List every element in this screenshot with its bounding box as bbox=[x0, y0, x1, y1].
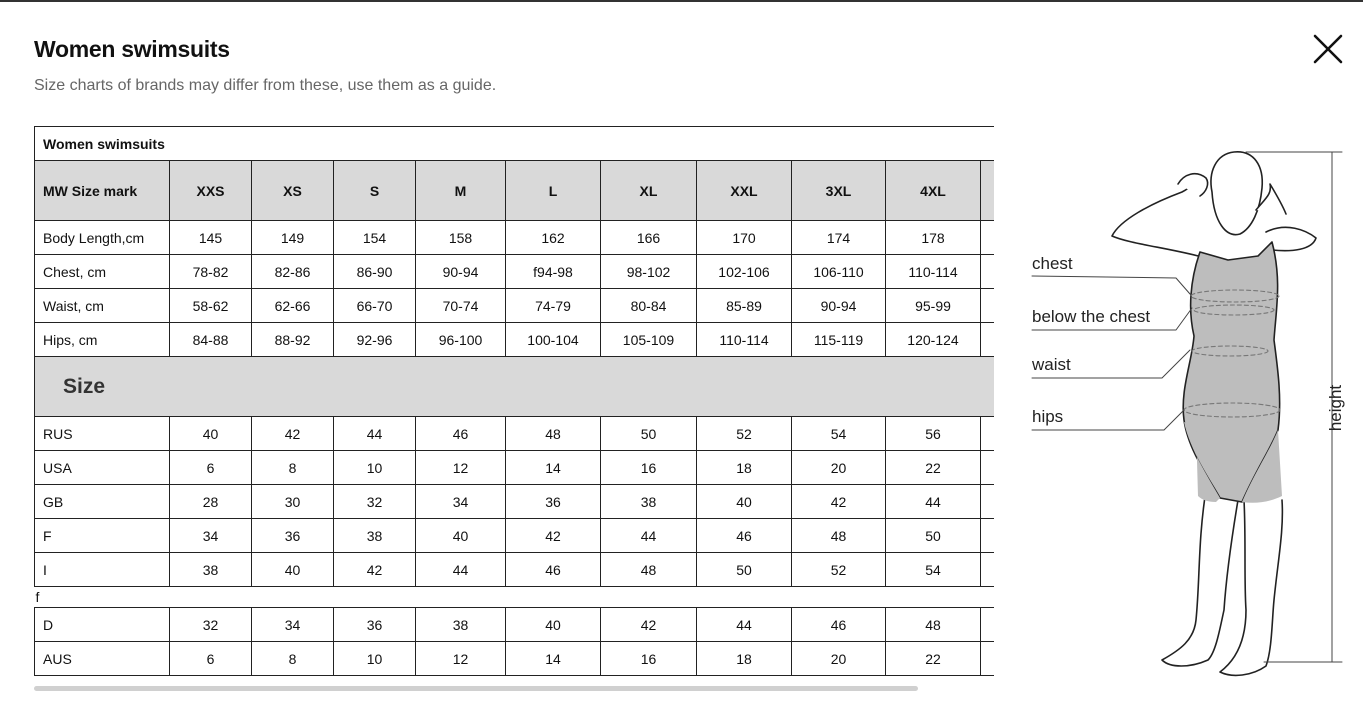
table-cell: 42 bbox=[506, 519, 601, 553]
table-cell bbox=[981, 289, 995, 323]
table-cell: 22 bbox=[886, 451, 981, 485]
chest-label: chest bbox=[1032, 254, 1073, 273]
table-cell: 82-86 bbox=[252, 255, 334, 289]
table-cell bbox=[981, 221, 995, 255]
table-cell: 44 bbox=[334, 417, 416, 451]
table-cell bbox=[981, 642, 995, 676]
table-cell: 42 bbox=[601, 608, 697, 642]
header-cell: M bbox=[416, 161, 506, 221]
table-cell: 20 bbox=[792, 642, 886, 676]
table-cell: 44 bbox=[886, 485, 981, 519]
table-row bbox=[35, 451, 995, 485]
table-cell: 28 bbox=[170, 485, 252, 519]
table-cell: 100-104 bbox=[506, 323, 601, 357]
table-cell: 38 bbox=[601, 485, 697, 519]
row-label: D bbox=[35, 608, 170, 642]
close-icon bbox=[1311, 32, 1345, 66]
table-row bbox=[35, 519, 995, 553]
row-label: AUS bbox=[35, 642, 170, 676]
table-caption-row bbox=[35, 127, 995, 161]
table-cell: 48 bbox=[792, 519, 886, 553]
close-button[interactable] bbox=[1311, 32, 1345, 66]
table-cell: 32 bbox=[334, 485, 416, 519]
table-cell: 38 bbox=[334, 519, 416, 553]
table-cell: 90-94 bbox=[792, 289, 886, 323]
table-cell: 80-84 bbox=[601, 289, 697, 323]
table-cell: 18 bbox=[697, 642, 792, 676]
row-label: Body Length,cm bbox=[35, 221, 170, 255]
table-cell: 70-74 bbox=[416, 289, 506, 323]
table-cell: 42 bbox=[792, 485, 886, 519]
size-section-heading: Size bbox=[35, 357, 995, 417]
row-label: GB bbox=[35, 485, 170, 519]
table-row bbox=[35, 255, 995, 289]
table-cell: 38 bbox=[170, 553, 252, 587]
table-row bbox=[35, 221, 995, 255]
table-cell: 88-92 bbox=[252, 323, 334, 357]
table-cell: 44 bbox=[601, 519, 697, 553]
table-cell: 42 bbox=[252, 417, 334, 451]
table-cell: 86-90 bbox=[334, 255, 416, 289]
table-cell: 40 bbox=[506, 608, 601, 642]
body-figure-illustration bbox=[1020, 140, 1360, 690]
table-cell: 40 bbox=[416, 519, 506, 553]
row-label: Waist, cm bbox=[35, 289, 170, 323]
table-cell: 8 bbox=[252, 642, 334, 676]
table-cell: 34 bbox=[252, 608, 334, 642]
table-cell: 34 bbox=[170, 519, 252, 553]
table-cell: 50 bbox=[697, 553, 792, 587]
table-cell bbox=[981, 485, 995, 519]
table-caption: Women swimsuits bbox=[35, 127, 995, 161]
header-cell: XS bbox=[252, 161, 334, 221]
table-cell: 48 bbox=[886, 608, 981, 642]
table-cell: 14 bbox=[506, 642, 601, 676]
table-row bbox=[35, 485, 995, 519]
table-cell: 32 bbox=[170, 608, 252, 642]
table-cell: 20 bbox=[792, 451, 886, 485]
table-cell: 178 bbox=[886, 221, 981, 255]
table-cell: 115-119 bbox=[792, 323, 886, 357]
table-cell: 40 bbox=[697, 485, 792, 519]
page-top-edge bbox=[0, 0, 1363, 2]
table-cell: 40 bbox=[170, 417, 252, 451]
header-cell: S bbox=[334, 161, 416, 221]
table-cell: 90-94 bbox=[416, 255, 506, 289]
table-row bbox=[35, 289, 995, 323]
table-cell: 85-89 bbox=[697, 289, 792, 323]
table-header-row bbox=[35, 161, 995, 221]
body-measurement-figure bbox=[1020, 140, 1360, 690]
table-row bbox=[35, 642, 995, 676]
table-cell: 54 bbox=[886, 553, 981, 587]
waist-label: waist bbox=[1032, 355, 1071, 374]
table-cell: 50 bbox=[601, 417, 697, 451]
table-cell: 110-114 bbox=[697, 323, 792, 357]
table-cell: 106-110 bbox=[792, 255, 886, 289]
table-cell: 166 bbox=[601, 221, 697, 255]
table-cell: 30 bbox=[252, 485, 334, 519]
table-cell: 44 bbox=[697, 608, 792, 642]
table-cell: 46 bbox=[416, 417, 506, 451]
table-cell: 105-109 bbox=[601, 323, 697, 357]
table-cell: 84-88 bbox=[170, 323, 252, 357]
table-cell: 16 bbox=[601, 451, 697, 485]
table-cell: 46 bbox=[792, 608, 886, 642]
table-cell: 16 bbox=[601, 642, 697, 676]
table-cell: 149 bbox=[252, 221, 334, 255]
table-cell: 145 bbox=[170, 221, 252, 255]
table-cell: 10 bbox=[334, 451, 416, 485]
table-cell bbox=[981, 451, 995, 485]
table-cell: 52 bbox=[792, 553, 886, 587]
table-cell: 78-82 bbox=[170, 255, 252, 289]
table-cell: 102-106 bbox=[697, 255, 792, 289]
table-cell: 92-96 bbox=[334, 323, 416, 357]
table-cell: 48 bbox=[506, 417, 601, 451]
table-cell: 98-102 bbox=[601, 255, 697, 289]
table-cell: 12 bbox=[416, 451, 506, 485]
table-cell: 48 bbox=[601, 553, 697, 587]
table-cell: 18 bbox=[697, 451, 792, 485]
table-cell: 14 bbox=[506, 451, 601, 485]
table-cell: 36 bbox=[506, 485, 601, 519]
table-cell: 74-79 bbox=[506, 289, 601, 323]
table-cell: 10 bbox=[334, 642, 416, 676]
table-row bbox=[35, 417, 995, 451]
row-label: I bbox=[35, 553, 170, 587]
header-size-mark: MW Size mark bbox=[35, 161, 170, 221]
table-cell: 95-99 bbox=[886, 289, 981, 323]
modal-title: Women swimsuits bbox=[34, 36, 230, 62]
table-cell: 6 bbox=[170, 642, 252, 676]
stray-text-row bbox=[35, 587, 995, 608]
table-cell: 34 bbox=[416, 485, 506, 519]
table-cell: 36 bbox=[252, 519, 334, 553]
table-cell: 38 bbox=[416, 608, 506, 642]
row-label: F bbox=[35, 519, 170, 553]
header-cell: 3XL bbox=[792, 161, 886, 221]
stray-text: f bbox=[35, 587, 995, 608]
table-cell bbox=[981, 255, 995, 289]
table-cell: 120-124 bbox=[886, 323, 981, 357]
table-cell bbox=[981, 519, 995, 553]
table-cell: 170 bbox=[697, 221, 792, 255]
row-label: USA bbox=[35, 451, 170, 485]
table-cell bbox=[981, 323, 995, 357]
row-label: Hips, cm bbox=[35, 323, 170, 357]
header-cell: XXS bbox=[170, 161, 252, 221]
header-cell: 4XL bbox=[886, 161, 981, 221]
table-cell bbox=[981, 553, 995, 587]
modal-subtitle: Size charts of brands may differ from these, use them as a guide. bbox=[34, 77, 497, 94]
table-cell: 96-100 bbox=[416, 323, 506, 357]
size-table bbox=[34, 126, 994, 676]
below-chest-label: below the chest bbox=[1032, 307, 1151, 326]
row-label: RUS bbox=[35, 417, 170, 451]
table-cell: 50 bbox=[886, 519, 981, 553]
table-cell: 36 bbox=[334, 608, 416, 642]
header-cell: XL bbox=[601, 161, 697, 221]
height-label: height bbox=[1326, 384, 1345, 432]
row-label: Chest, cm bbox=[35, 255, 170, 289]
size-table-scroll-area[interactable] bbox=[34, 126, 994, 678]
table-cell: 174 bbox=[792, 221, 886, 255]
table-row bbox=[35, 323, 995, 357]
table-cell: 12 bbox=[416, 642, 506, 676]
table-cell: 46 bbox=[697, 519, 792, 553]
table-cell: 58-62 bbox=[170, 289, 252, 323]
header-cell: XXL bbox=[697, 161, 792, 221]
table-cell: 6 bbox=[170, 451, 252, 485]
hips-label: hips bbox=[1032, 407, 1064, 426]
table-cell: 162 bbox=[506, 221, 601, 255]
table-row bbox=[35, 608, 995, 642]
header-cell bbox=[981, 161, 995, 221]
table-cell: 66-70 bbox=[334, 289, 416, 323]
size-section-row bbox=[35, 357, 995, 417]
scrollbar-thumb[interactable] bbox=[34, 686, 918, 691]
table-cell: 46 bbox=[506, 553, 601, 587]
header-cell: L bbox=[506, 161, 601, 221]
table-cell: 8 bbox=[252, 451, 334, 485]
table-cell: 154 bbox=[334, 221, 416, 255]
table-cell: 62-66 bbox=[252, 289, 334, 323]
table-cell: 42 bbox=[334, 553, 416, 587]
table-cell: 52 bbox=[697, 417, 792, 451]
table-cell: 44 bbox=[416, 553, 506, 587]
table-cell: 40 bbox=[252, 553, 334, 587]
horizontal-scrollbar[interactable] bbox=[34, 686, 994, 691]
table-cell: 54 bbox=[792, 417, 886, 451]
table-cell: 110-114 bbox=[886, 255, 981, 289]
table-cell bbox=[981, 608, 995, 642]
table-row bbox=[35, 553, 995, 587]
table-cell: 22 bbox=[886, 642, 981, 676]
table-cell: 158 bbox=[416, 221, 506, 255]
table-cell: 56 bbox=[886, 417, 981, 451]
table-cell bbox=[981, 417, 995, 451]
table-cell: f94-98 bbox=[506, 255, 601, 289]
